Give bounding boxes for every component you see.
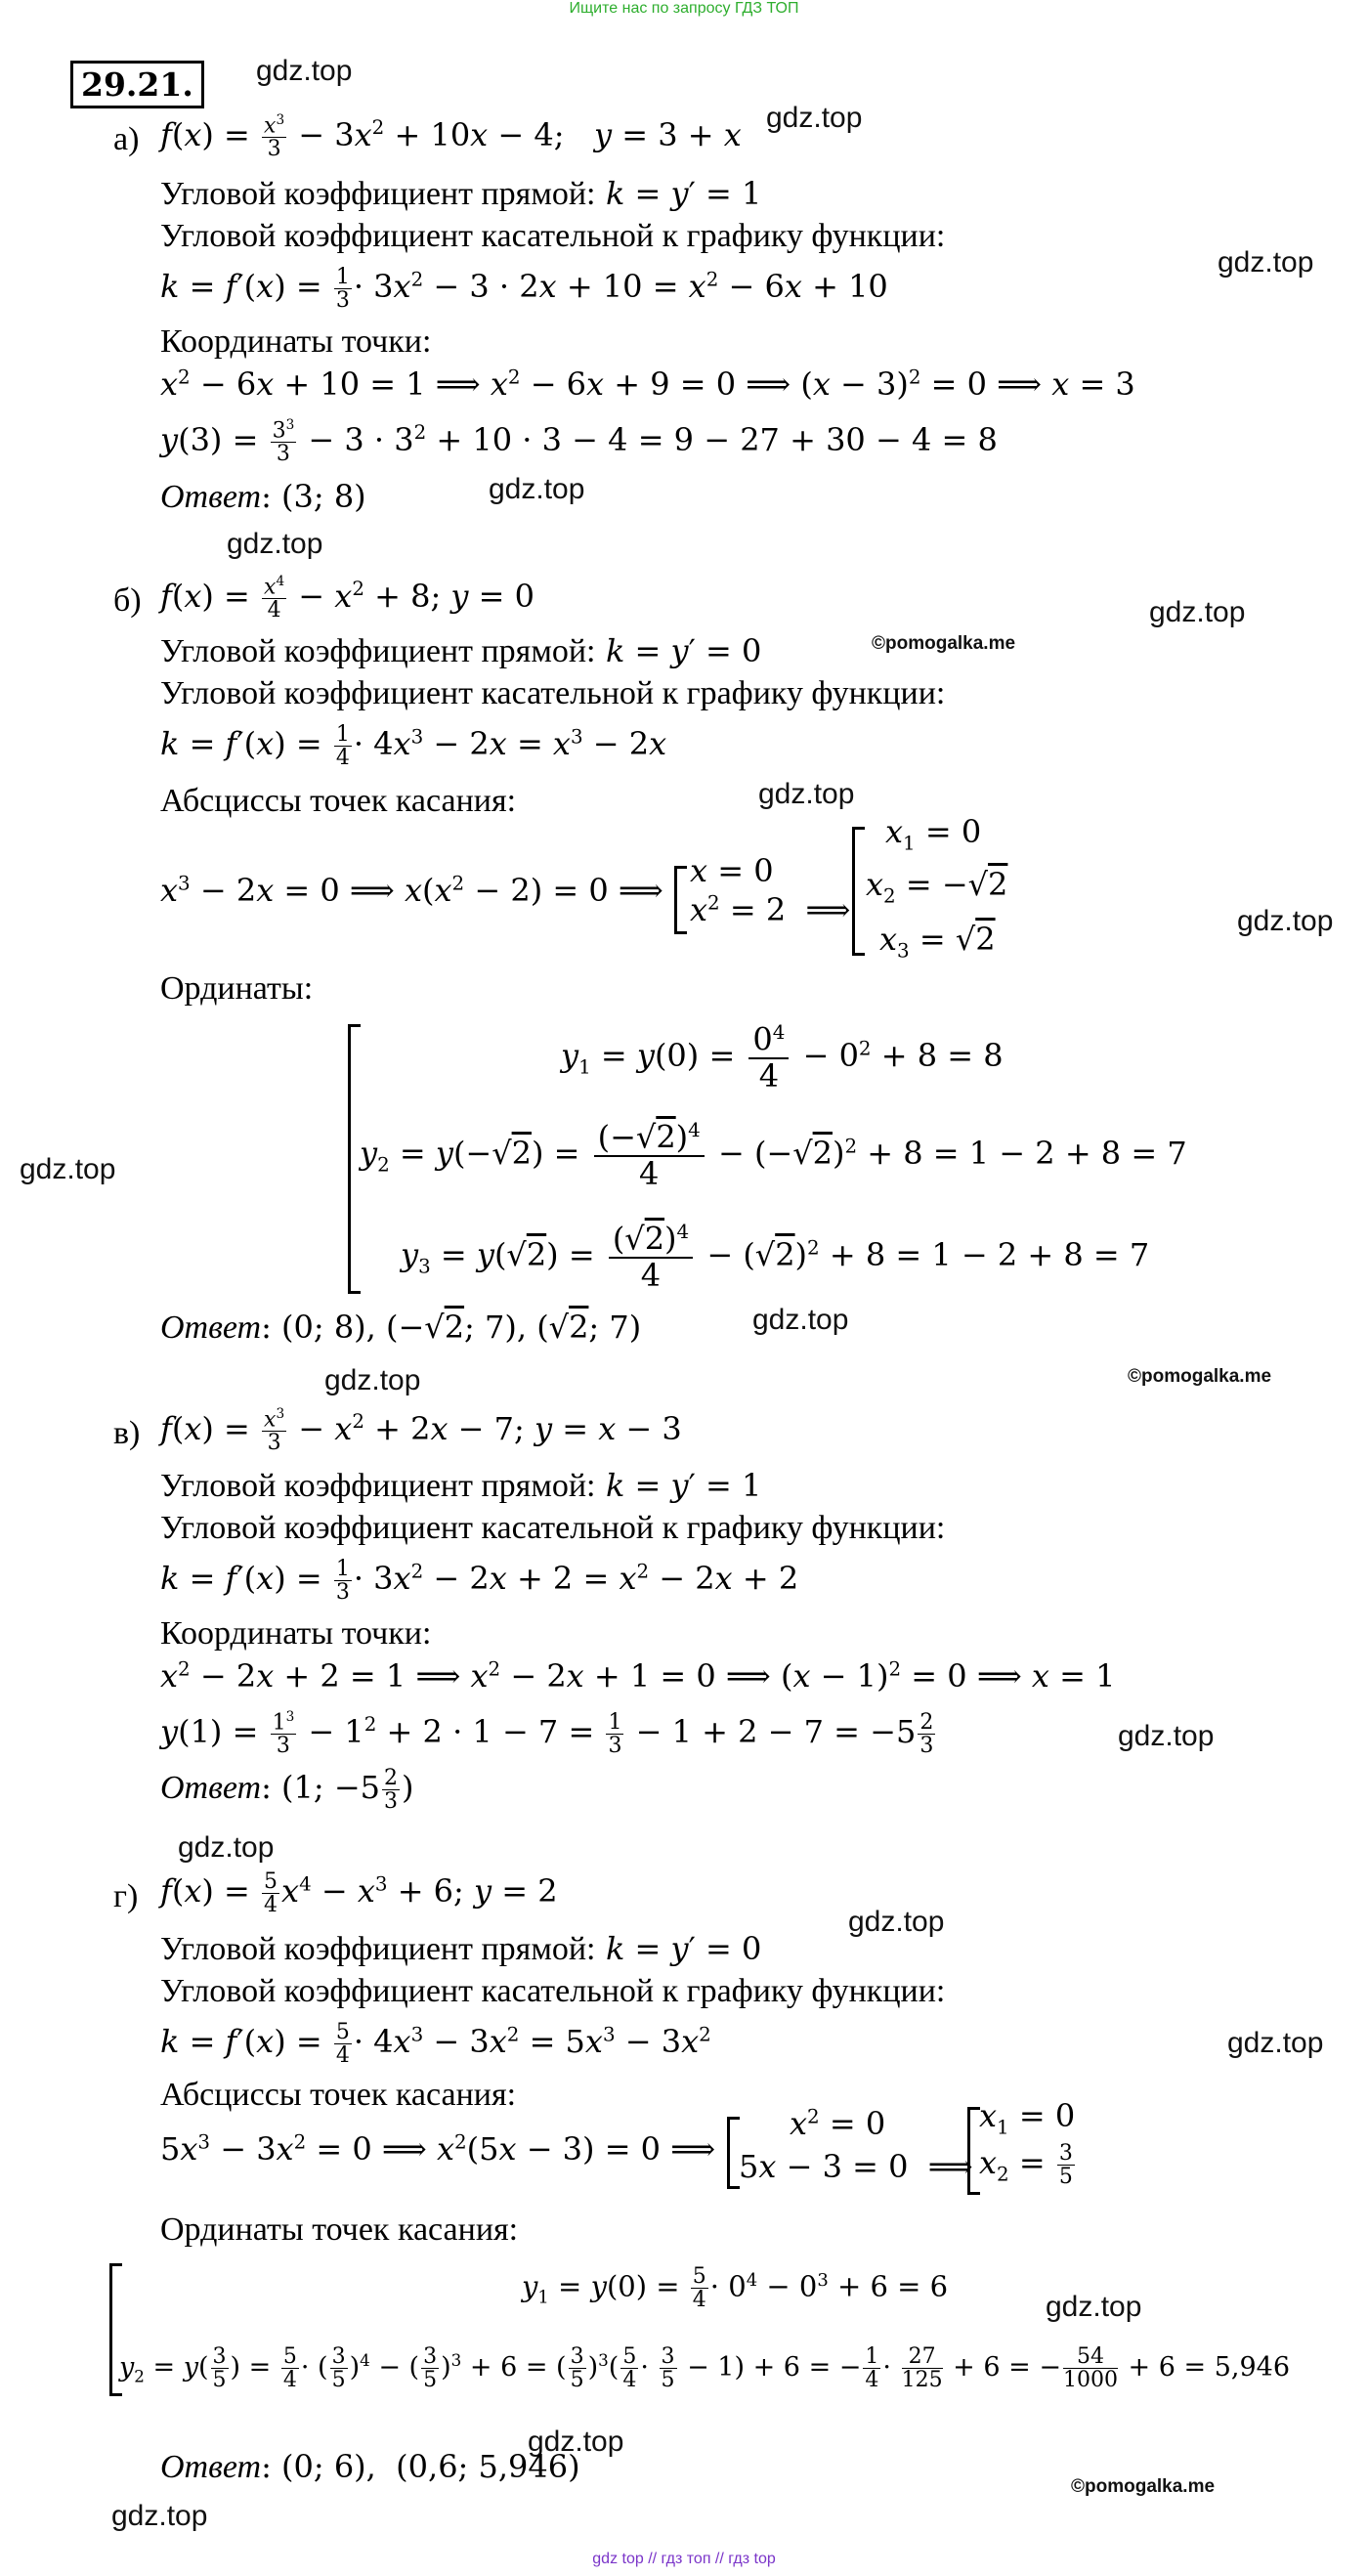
part-b-ordinates-text: Ординаты: [160, 970, 314, 1007]
part-a-slope-line: Угловой коэффициент прямой: k = y′ = 1 [160, 175, 762, 212]
watermark: gdz.top [1227, 2027, 1324, 2059]
part-g-ordinate-2: $y_2 = y$( $\frac{3}{5}$ ) = $\frac{5}{4}$ · ( $\frac{3}{5}$ )$^4$ − ( $\frac{3}{5}$ )$^3$ + 6 = ( $\frac{3}{5}$ )$^3$( $\frac{5}{4}$ · $\frac{3}{5}$ − 1) + 6 = − $\frac{1}{4}$ · $\frac{27}{125}$ + 6 = − $\frac{54}{1000}$ + 6 = 5,946 [119, 2344, 1291, 2393]
part-b-slope-line: Угловой коэффициент прямой: k = y′ = 0 [160, 632, 762, 669]
pomogalka-watermark: ©pomogalka.me [1128, 1366, 1272, 1387]
part-b-ordinate-1: $y_1 = y(0)$ = $\frac{0^4}{4}$ − $0^2 + 8 = 8$ [561, 1020, 1004, 1095]
part-b-abscissas-text: Абсциссы точек касания: [160, 783, 517, 819]
part-v-label: в) [113, 1415, 141, 1451]
part-g-function: f(x) = $\frac{5}{4}$ $x^4 - x^3 + 6$; y = 2 [160, 1869, 558, 1918]
part-b-answer: Ответ: (0; 8), (−√2; 7), (√2; 7) [160, 1309, 642, 1346]
watermark: gdz.top [20, 1153, 116, 1185]
part-a-derivative: k = f′(x) = $\frac{1}{3}$ · $3x^2 - 3 \cdot 2x + 10 = x^2 - 6x + 10$ [160, 265, 888, 314]
part-b-case-2: $x^2 = 2$ ⟹ [690, 891, 851, 928]
part-a-equation: $x^2 - 6x + 10 = 1$ ⟹ $x^2 - 6x + 9 = 0$ ⟹ $(x - 3)^2 = 0$ ⟹ x = 3 [160, 365, 1135, 403]
system-bracket [852, 827, 865, 956]
watermark: gdz.top [1218, 246, 1314, 279]
part-g-ordinates-text: Ординаты точек касания: [160, 2211, 519, 2248]
part-b-function: f(x) = $\frac{x^4}{4}$ − $x^2 + 8$; y = 0 [160, 574, 534, 623]
part-g-abscissas-text: Абсциссы точек касания: [160, 2077, 517, 2113]
part-g-equation: $5x^3 - 3x^2 = 0$ ⟹ $x^2(5x - 3) = 0$ ⟹ [160, 2130, 716, 2168]
bottom-links[interactable]: gdz top // гдз топ // гдз top [592, 2551, 776, 2567]
part-a-coords-text: Координаты точки: [160, 323, 432, 360]
watermark: gdz.top [227, 528, 323, 560]
part-v-slope-line: Угловой коэффициент прямой: k = y′ = 1 [160, 1467, 762, 1504]
watermark: gdz.top [848, 1906, 945, 1938]
part-g-case-2: 5x − 3 = 0 ⟹ [739, 2148, 973, 2185]
part-b-equation: $x^3 - 2x = 0$ ⟹ $x(x^2 - 2) = 0$ ⟹ [160, 872, 663, 909]
part-v-ordinate: y(1) = $\frac{1^3}{3}$ − $1^2 + 2 \cdot 1 - 7$ = $\frac{1}{3}$ − 1 + 2 − 7 = −5 $\frac{2}{3}$ [160, 1709, 934, 1759]
part-g-ordinate-1: $y_1 = y(0)$ = $\frac{5}{4}$ · $0^4 - 0^3 + 6 = 6$ [522, 2264, 949, 2313]
pomogalka-watermark: ©pomogalka.me [872, 633, 1016, 654]
watermark: gdz.top [256, 55, 353, 87]
part-b-root-2: $x_2 = -√2$ [866, 866, 1008, 908]
watermark: gdz.top [1118, 1720, 1215, 1752]
part-v-derivative: k = f′(x) = $\frac{1}{3}$ · $3x^2 - 2x + 2 = x^2 - 2x + 2$ [160, 1557, 799, 1606]
part-g-case-1: $x^2 = 0$ [790, 2105, 886, 2142]
part-b-root-1: $x_1 = 0$ [885, 813, 982, 855]
part-v-slope-tangent-text: Угловой коэффициент касательной к графику функции: [160, 1510, 946, 1546]
watermark: gdz.top [324, 1364, 421, 1396]
part-b-ordinate-3: $y_3 = y(√2)$ = $\frac{(√2)^4}{4}$ − $(√2)^2 + 8 = 1 - 2 + 8 = 7$ [401, 1220, 1150, 1294]
part-g-root-2: $x_2$ = $\frac{3}{5}$ [979, 2141, 1073, 2190]
watermark: gdz.top [111, 2500, 208, 2532]
part-v-function: f(x) = $\frac{x^3}{3}$ − $x^2 + 2x - 7$; y = x − 3 [160, 1406, 682, 1456]
part-g-derivative: k = f′(x) = $\frac{5}{4}$ · $4x^3 - 3x^2 = 5x^3 - 3x^2$ [160, 2020, 711, 2069]
watermark: gdz.top [1046, 2291, 1142, 2323]
part-b-case-1: x = 0 [690, 852, 774, 889]
part-v-answer: Ответ: (1; −5 $\frac{2}{3}$ ) [160, 1766, 414, 1815]
watermark: gdz.top [766, 102, 863, 134]
part-a-function: f(x) = $\frac{x^3}{3}$ − $3x^2 + 10x - 4$; y = 3 + x [160, 112, 742, 162]
problem-number: 29.21. [70, 61, 204, 108]
part-b-label: б) [113, 582, 142, 619]
part-g-root-1: $x_1 = 0$ [979, 2097, 1076, 2139]
watermark: gdz.top [758, 778, 855, 810]
part-g-answer: Ответ: (0; 6), (0,6; 5,946) [160, 2448, 580, 2485]
top-search-link[interactable]: Ищите нас по запросу ГДЗ ТОП [569, 0, 799, 17]
part-b-slope-tangent-text: Угловой коэффициент касательной к графику функции: [160, 675, 946, 711]
watermark: gdz.top [752, 1304, 849, 1336]
part-g-label: г) [113, 1878, 139, 1914]
watermark: gdz.top [528, 2426, 624, 2458]
part-a-label: а) [113, 121, 140, 157]
system-bracket [674, 866, 687, 934]
part-a-ordinate: y(3) = $\frac{3^3}{3}$ − $3 \cdot 3^2 + 10 \cdot 3 - 4 = 9 - 27 + 30 - 4 = 8$ [160, 417, 998, 467]
watermark: gdz.top [178, 1831, 275, 1864]
watermark: gdz.top [1149, 596, 1246, 628]
part-g-slope-line: Угловой коэффициент прямой: k = y′ = 0 [160, 1930, 762, 1967]
part-v-coords-text: Координаты точки: [160, 1615, 432, 1652]
part-a-slope-tangent-text: Угловой коэффициент касательной к графику функции: [160, 218, 946, 254]
part-b-ordinate-2: $y_2 = y(-√2)$ = $\frac{(-√2)^4}{4}$ − $(-√2)^2 + 8 = 1 - 2 + 8 = 7$ [360, 1118, 1187, 1192]
part-b-derivative: k = f′(x) = $\frac{1}{4}$ · $4x^3 - 2x = x^3 - 2x$ [160, 722, 667, 771]
part-b-root-3: $x_3 = √2$ [879, 921, 996, 963]
part-g-slope-tangent-text: Угловой коэффициент касательной к графику функции: [160, 1973, 946, 2009]
part-v-equation: $x^2 - 2x + 2 = 1$ ⟹ $x^2 - 2x + 1 = 0$ ⟹ $(x - 1)^2 = 0$ ⟹ x = 1 [160, 1657, 1116, 1695]
part-a-answer: Ответ: (3; 8) [160, 478, 366, 515]
watermark: gdz.top [1237, 905, 1334, 937]
watermark: gdz.top [489, 473, 585, 505]
pomogalka-watermark: ©pomogalka.me [1071, 2476, 1216, 2497]
